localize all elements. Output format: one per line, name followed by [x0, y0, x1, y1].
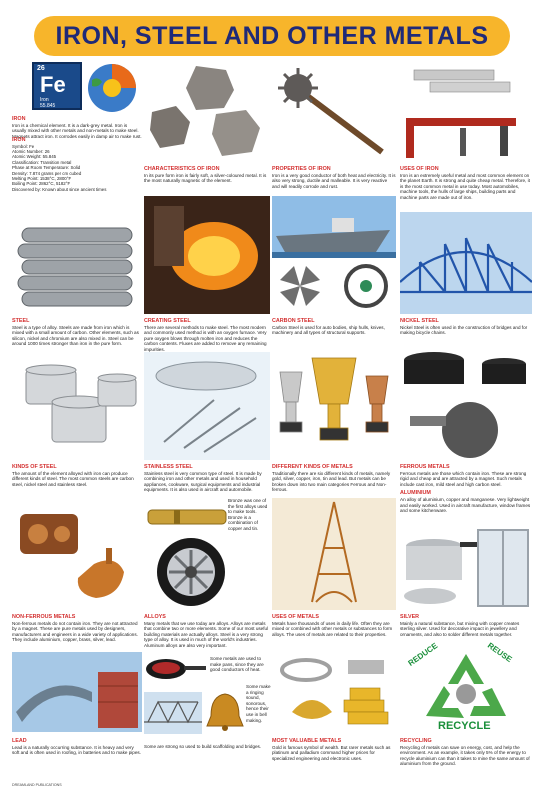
non-ferrous-text: Non-ferrous metals do not contain iron. They are not attracted by a magnet. These are pure metals used by designers, manufacturers and engineers in a wide variety of applications. They include aluminium, copper, brass, silver, lead. [12, 620, 138, 643]
alloys-heading: ALLOYS [144, 614, 166, 620]
characteristics-section [144, 166, 270, 184]
iron-text: Iron is a chemical element. It is a dark-grey metal. Iron is usually mixed with other metals and non-metals to make steel. Magnets attract iron. It corrodes easily in damp air to make rust. [12, 122, 142, 139]
creating-steel-section [144, 318, 270, 353]
steel-pots-image [12, 352, 142, 460]
steel-section [12, 318, 142, 347]
recycling-section [400, 738, 532, 767]
bell-image [204, 690, 246, 734]
silver-section [400, 614, 532, 637]
creating-steel-heading: CREATING STEEL [144, 318, 191, 324]
iron-prop: Atomic Number: 26 [12, 149, 50, 154]
mace-image [272, 62, 396, 162]
element-mass: 55.845 [40, 103, 56, 109]
different-metals-heading: DIFFERENT KINDS OF METALS [272, 464, 353, 470]
properties-heading: PROPERTIES OF IRON [272, 166, 331, 172]
lead-section [12, 738, 142, 756]
bronze-note-text: Bronze was one of the first alloys used to make tools. Bronze is a combination of copper and tin. [228, 498, 268, 531]
pan-note-text: Some metals are used to make pans, since they are good conductors of heat. [210, 656, 264, 673]
element-name: Iron [40, 97, 49, 103]
stainless-section [144, 464, 270, 493]
telescope-image [144, 500, 228, 534]
uses-metals-heading: USES OF METALS [272, 614, 319, 620]
pressure-cooker-window-image [400, 526, 532, 610]
properties-section [272, 166, 396, 189]
valuable-section [272, 738, 396, 761]
iron-section [12, 116, 142, 139]
lead-text: Lead is a naturally occurring substance. It is heavy and very soft and is often used in roofing, in batteries and to make pipes. [12, 744, 141, 756]
kinds-steel-text: The amount of the element alloyed with iron can produce different kinds of steel. The most common steels are carbon steel, nickel steel and stainless steel. [12, 470, 134, 487]
wheel-rim-image [152, 536, 230, 608]
bell-note-text: Some make a ringing sound, sonorous, hence their use in bell making. [246, 684, 271, 723]
copper-items-image [12, 508, 142, 608]
bridge-image [400, 212, 532, 314]
bell-note [246, 684, 272, 723]
earth-core-image [84, 62, 140, 114]
cast-iron-pots-image [400, 346, 532, 460]
publisher-label: DREAMLAND PUBLICATIONS [12, 783, 62, 787]
iron-heading: IRON [12, 116, 26, 122]
recycling-heading: RECYCLING [400, 738, 432, 744]
steel-heading: STEEL [12, 318, 30, 324]
different-metals-text: Traditionally there are six different kinds of metals, namely gold, silver, copper, iron, tin and lead. But metals can be broken down into two main categories Ferrous and Non-ferrous. [272, 470, 391, 493]
uses-metals-text: Metals have thousands of uses in daily life. Often they are mixed or combined with other metals or substances to form alloys. The uses of metals are related to their properties. [272, 620, 393, 637]
carbon-steel-text: Carbon Steel is used for auto bodies, ship hulls, knives, machinery and all types of structural supports. [272, 324, 385, 336]
carbon-steel-heading: CARBON STEEL [272, 318, 315, 324]
lead-heading: LEAD [12, 738, 27, 744]
stainless-text: Stainless steel is very common type of steel. It is made by combining iron and other metals and used in household appliances, cookware, surgical equipments and industrial equipments. It is also used in aircraft and automobile. [144, 470, 262, 493]
aluminium-text: An alloy of aluminium, copper and manganese. Very lightweight and easily worked. Used in aircraft manufacture, window frames and some kitchenware. [400, 496, 531, 514]
recycle-label: RECYCLE [438, 720, 491, 732]
iron-prop: Atomic Weight: 55.845 [12, 154, 57, 160]
alloys-text: Many metals that we use today are alloys. Alloys are metals that combine two or more elements. Some of our most useful building materials are actually alloys. Steel is a very strong type of alloy. It is used in much of the world's industries. Aluminum alloys are also very important. [144, 620, 269, 648]
bronze-note [228, 498, 272, 532]
ferrous-heading: FERROUS METALS [400, 464, 450, 470]
iron-prop: Density: 7.874 grams per cm cubed [12, 170, 82, 176]
uses-iron-text: Iron is an extremely useful metal and most common element on the planet Earth. It is strong and quite cheap metal. Therefore, it is the most common metal in use today. Most automobiles, machine tools, the hulls of large ships, building parts and machine parts are made out of iron. [400, 172, 530, 200]
steel-furnace-image [144, 196, 270, 314]
uses-metals-section [272, 614, 396, 637]
pipes-rooftop-image [12, 652, 142, 732]
aluminium-heading: ALUMINIUM [400, 490, 431, 497]
silver-heading: SILVER [400, 614, 420, 620]
nickel-steel-section [400, 318, 532, 336]
creating-steel-text: There are several methods to make steel. The most modern and commonly used method is with an oxygen furnace. Very pure oxygen blows through molten iron and reduces the carbon contents. Fluxes are added to remove any remaining impurities. [144, 324, 267, 352]
reduce-label: REDUCE [406, 641, 440, 668]
carbon-steel-section [272, 318, 396, 336]
non-ferrous-section [12, 614, 142, 643]
atomic-number: 26 [37, 65, 45, 72]
stainless-heading: STAINLESS STEEL [144, 464, 193, 470]
alloys-section [144, 614, 270, 649]
iron-prop: Classification: Transition metal [12, 159, 72, 165]
properties-text: Iron is a very good conductor of both heat and electricity. It is also very strong, ductile and malleable. It is very reactive and will readily corrode and rust. [272, 172, 396, 189]
silver-text: Mainly a natural substance, but mixing with copper creates sterling silver. Used for decorative impact in jewellery and ornaments, and also to solder different metals together. [400, 620, 520, 637]
recycling-text: Recycling of metals can save on energy, cost, and help the environment. As an example, it takes only 5% of the energy to recycle aluminium can than it takes to mine the same amount of aluminium from the ground. [400, 744, 530, 767]
kinds-steel-heading: KINDS OF STEEL [12, 464, 57, 470]
nickel-steel-heading: NICKEL STEEL [400, 318, 439, 324]
non-ferrous-heading: NON-FERROUS METALS [12, 614, 76, 620]
surgical-tools-image [144, 352, 270, 460]
scaffold-bridge-image [144, 692, 202, 734]
element-tile [32, 62, 82, 110]
characteristics-text: In its pure form iron is fairly soft, a silver-coloured metal. It is the most naturally magnetic of the element. [144, 172, 267, 184]
different-metals-section [272, 464, 396, 493]
frying-pan-image [144, 654, 208, 684]
reuse-label: REUSE [485, 640, 514, 665]
iron-prop: Melting Point: 1538°C, 2800°F [12, 176, 72, 182]
iron-prop: Boiling Point: 2862°C, 5182°F [12, 181, 71, 187]
page-title: IRON, STEEL AND OTHER METALS [55, 21, 489, 50]
iron-ore-image [146, 62, 266, 162]
iron-prop: Phase at Room Temperature: Solid [12, 165, 81, 171]
iron-properties-list [12, 137, 142, 192]
element-symbol: Fe [40, 72, 66, 97]
trophies-image [272, 352, 396, 460]
valuable-heading: MOST VALUABLE METALS [272, 738, 342, 744]
steel-text: Steel is a type of alloy. Steels are made from iron which is mixed with a small amount of carbon. Other elements, such as silicon, nickel and chromium are also mixed in. Steel can be around 1000 times stronger than iron in the pure form. [12, 324, 139, 347]
characteristics-heading: CHARACTERISTICS OF IRON [144, 166, 220, 172]
iron-prop: Discovered by: Known about since ancient times [12, 186, 107, 192]
pan-note [210, 656, 270, 673]
iron-prop: Symbol: Fe [12, 143, 35, 149]
ferrous-text: Ferrous metals are those which contain iron. These are strong rigid and cheap and are attracted by a magnet. Such metals include cast iron, mild steel and high carbon steel. [400, 470, 527, 487]
iron-props-heading: IRON [12, 137, 26, 143]
title-banner [34, 16, 510, 56]
scaffold-note [144, 744, 270, 750]
steel-pipes-image [12, 222, 142, 312]
uses-iron-heading: USES OF IRON [400, 166, 439, 172]
uses-iron-section [400, 166, 532, 201]
eiffel-tower-image [272, 498, 396, 610]
scaffold-note-text: Some are strong so used to build scaffolding and bridges. [144, 744, 262, 749]
nickel-steel-text: Nickel Steel is often used in the construction of bridges and for making bicycle chains. [400, 324, 528, 336]
ship-image [272, 196, 396, 258]
kinds-steel-section [12, 464, 142, 487]
staples-clamp-image [400, 62, 532, 162]
jewellery-gold-image [272, 650, 396, 734]
valuable-text: Gold is famous symbol of wealth. But rarer metals such as platinum and palladium command higher prices for specialized engineering and electronic uses. [272, 744, 391, 761]
shuriken-chain-image [272, 258, 396, 314]
ferrous-section [400, 464, 532, 514]
